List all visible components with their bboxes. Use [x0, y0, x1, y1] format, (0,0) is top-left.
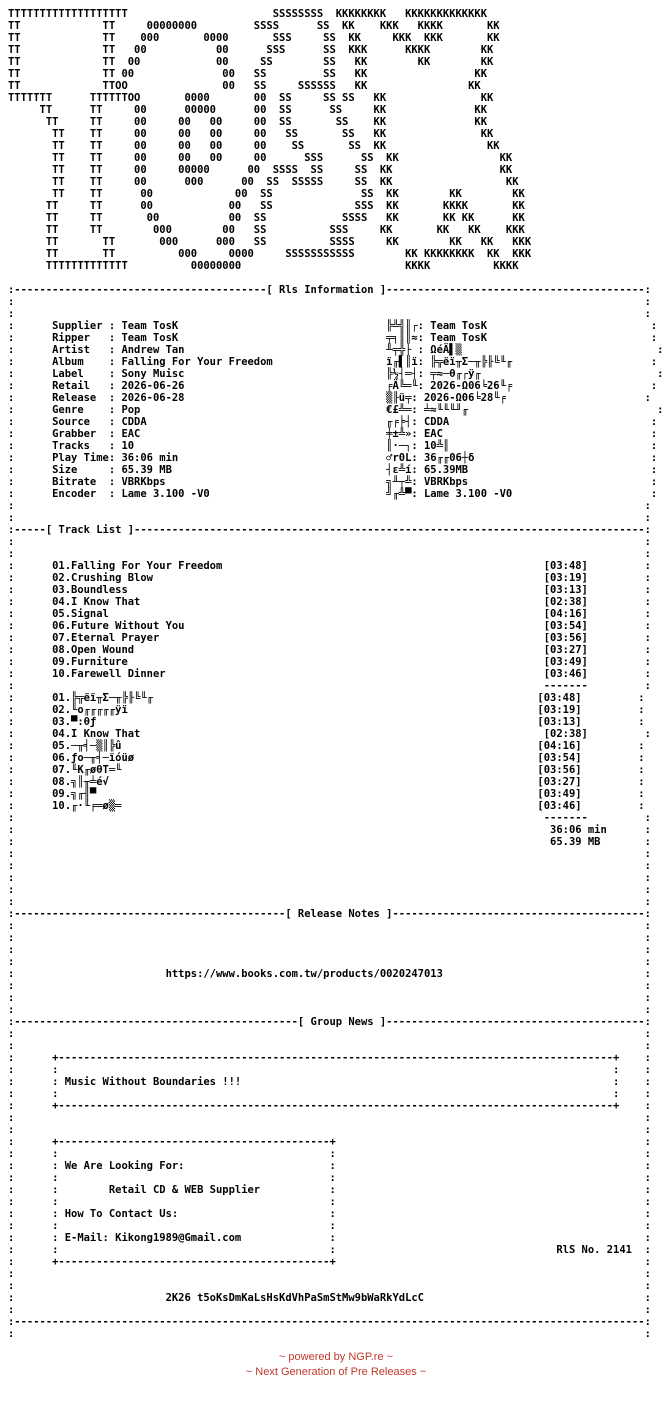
nfo-text-block [8, 8, 663, 1340]
nfo-line: : Supplier : Team TosK ╠╩╣║┌: Team TosK : [8, 320, 658, 332]
nfo-line: TT TT 00 00000 00 SS SS KK KK [8, 104, 488, 116]
nfo-line: TT TT 00 00 SS SSSS KK KK KK KK [8, 212, 525, 224]
nfo-line: :---------------------------------------------[ Group News ]-----------------------------------------: [8, 1016, 651, 1028]
nfo-line: : : E-Mail: Kikong1989@Gmail.com : : [8, 1232, 651, 1244]
nfo-line: : 10.Farewell Dinner [03:46] : [8, 668, 651, 680]
nfo-line: : 10.╓·╙╒═ø▒═ [03:46] : [8, 800, 645, 812]
nfo-line: : : [8, 1004, 651, 1016]
nfo-line: : : : : [8, 1196, 651, 1208]
nfo-line: : 01.╠╦ëï╥Σ─╥╠╟╚╙╓ [03:48] : [8, 692, 645, 704]
nfo-line: TT TT 00000000 SSSS SS KK KKK KKKK KK [8, 20, 500, 32]
nfo-line: : : : : [8, 1088, 651, 1100]
nfo-line: : : [8, 920, 651, 932]
nfo-line: : 07.Eternal Prayer [03:56] : [8, 632, 651, 644]
nfo-line: : Grabber : EAC ╪±╩»: EAC : [8, 428, 658, 440]
nfo-line: : : [8, 884, 651, 896]
footer-tagline: ~ Next Generation of Pre Releases ~ [245, 1366, 427, 1378]
nfo-line: : : [8, 296, 651, 308]
nfo-line: : +----------------------------------------------------------------------------------------+ : [8, 1052, 651, 1064]
nfo-line: : Ripper : Team TosK ╤╕║║≈: Team TosK : [8, 332, 658, 344]
nfo-line: : : [8, 512, 651, 524]
nfo-line: : : [8, 1124, 651, 1136]
nfo-line: : Play Time: 36:06 min ♂r0L: 36╓╓06┼δ : [8, 452, 658, 464]
nfo-line: : Source : CDDA ╓╒╞┤: CDDA : [8, 416, 658, 428]
nfo-line: TT TT 00 00000 00 SSSS SS SS KK KK [8, 164, 513, 176]
nfo-line: : : [8, 1268, 651, 1280]
nfo-line: : : [8, 1328, 651, 1340]
nfo-line: : : [8, 896, 651, 908]
nfo-line: : 02.╙o╓╓╓╓╓ÿï [03:19] : [8, 704, 645, 716]
nfo-line: : : : : [8, 1172, 651, 1184]
footer [0, 1350, 672, 1380]
nfo-line: TT TT 00 00 00 00 SS SS KK KK [8, 140, 500, 152]
nfo-line: TTTTTTT TTTTTTOO 0000 00 SS SS SS KK KK [8, 92, 494, 104]
nfo-line: : 03.▀:θƒ [03:13] : [8, 716, 645, 728]
nfo-line: : : : : [8, 1220, 651, 1232]
nfo-line: : : [8, 956, 651, 968]
nfo-line: TT TTOO 00 SS SSSSSS KK KK [8, 80, 481, 92]
nfo-line: : 06.Future Without You [03:54] : [8, 620, 651, 632]
nfo-line: : 09.Furniture [03:49] : [8, 656, 651, 668]
nfo-line: : : Retail CD & WEB Supplier : : [8, 1184, 651, 1196]
nfo-line: :----------------------------------------[ Rls Information ]-----------------------------------------: [8, 284, 651, 296]
nfo-line: : 09.╗╓╢▀ [03:49] : [8, 788, 645, 800]
nfo-line: : 2K26 t5oKsDmKaLsHsKdVhPaSmStMw9bWaRkYdLcC : [8, 1292, 651, 1304]
nfo-line: TT TT 00 00 SS SSS KK KKKK KK [8, 200, 525, 212]
nfo-line: : Label : Sony Muisc ╠½┤═┤: ╤≈─θ╓┌ÿ╓ : [8, 368, 664, 380]
nfo-line: : : [8, 1280, 651, 1292]
nfo-line: : +-------------------------------------------+ : [8, 1136, 651, 1148]
nfo-line: : 01.Falling For Your Freedom [03:48] : [8, 560, 651, 572]
nfo-line: : : [8, 1112, 651, 1124]
nfo-line: TT TT 00 000 00 SS SSSSS SS KK KK [8, 176, 519, 188]
nfo-line: :----------------------------------------------------------------------------------------------------: [8, 1316, 651, 1328]
nfo-line: : : How To Contact Us: : : [8, 1208, 651, 1220]
nfo-line: TT TT 000 000 SS SSSS KK KK KK KKK [8, 236, 532, 248]
nfo-line: TT TT 000 0000 SSS SS KK KKK KKK KK [8, 32, 500, 44]
nfo-line: : 03.Boundless [03:13] : [8, 584, 651, 596]
nfo-line: TT TT 000 0000 SSSSSSSSSSS KK KKKKKKKK KK KKK [8, 248, 532, 260]
nfo-line: : : [8, 308, 651, 320]
nfo-line: : : : RlS No. 2141 : [8, 1244, 651, 1256]
nfo-line: : Retail : 2026-06-26 ╒Ä╚═╙: 2026-Ω06╘26╙╒ : [8, 380, 658, 392]
nfo-line: : Artist : Andrew Tan ╨╤╬├ : ΩéÄ▌▒ : [8, 344, 664, 356]
nfo-line: TT TT 00 00 SS SS KK KK KK [8, 56, 494, 68]
nfo-line: TT TT 00 00 SS SS KK KK KK [8, 188, 525, 200]
nfo-line: : : [8, 1304, 651, 1316]
nfo-line: : Album : Falling For Your Freedom ï╓▌║ï: ╠╦ëï╥Σ─╥╠╟╚╙╓ : [8, 356, 658, 368]
nfo-line: :-------------------------------------------[ Release Notes ]----------------------------------------: [8, 908, 651, 920]
nfo-line: : : [8, 944, 651, 956]
nfo-line: TT TT 00 00 00 00 SS SS KK KK [8, 116, 488, 128]
nfo-line: TTTTTTTTTTTTT 00000000 KKKK KKKK [8, 260, 519, 272]
nfo-line: : 02.Crushing Blow [03:19] : [8, 572, 651, 584]
nfo-line: TT TT 000 00 SS SSS KK KK KK KKK [8, 224, 525, 236]
nfo-line: : : [8, 536, 651, 548]
nfo-line: : : Music Without Boundaries !!! : : [8, 1076, 651, 1088]
nfo-line: : Size : 65.39 MB ┤ε╩í: 65.39MB : [8, 464, 658, 476]
nfo-line: : : : : [8, 1064, 651, 1076]
nfo-line: : ------- : [8, 812, 651, 824]
nfo-line: : 06.ƒo─╥╡─ïóüø [03:54] : [8, 752, 645, 764]
nfo-line: : 05.Signal [04:16] : [8, 608, 651, 620]
nfo-line: TT TT 00 00 00 00 SSS SS KK KK [8, 152, 513, 164]
nfo-line: TT TT 00 00 SS SS KK KK [8, 68, 488, 80]
nfo-line: : Bitrate : VBRKbps ╗╨┬╩: VBRKbps : [8, 476, 658, 488]
nfo-line: : +-------------------------------------------+ : [8, 1256, 651, 1268]
nfo-line: :-----[ Track List ]---------------------------------------------------------------------------------: [8, 524, 651, 536]
nfo-line: : 36:06 min : [8, 824, 651, 836]
nfo-line: : : : : [8, 1148, 651, 1160]
nfo-line: : Tracks : 10 ║·─┐: 10╩║ : [8, 440, 658, 452]
nfo-line: TT TT 00 00 00 00 SS SS KK KK [8, 128, 494, 140]
nfo-line: : Encoder : Lame 3.100 -V0 ╝╓╩▀: Lame 3.100 -V0 : [8, 488, 658, 500]
nfo-line: : : [8, 1028, 651, 1040]
nfo-line: : 07.╙K╓øθT═╙ [03:56] : [8, 764, 645, 776]
nfo-line: : : [8, 848, 651, 860]
nfo-line: : Genre : Pop €£╩═: ╧≈╙╙╙╜╓ : [8, 404, 664, 416]
nfo-line: : 04.I Know That [02:38] : [8, 728, 651, 740]
nfo-line: : : [8, 992, 651, 1004]
nfo-line: TT TT 00 00 SSS SS KKK KKKK KK [8, 44, 494, 56]
nfo-line: : 08.Open Wound [03:27] : [8, 644, 651, 656]
nfo-line: : ------- : [8, 680, 651, 692]
nfo-line: : : We Are Looking For: : : [8, 1160, 651, 1172]
nfo-line: : : [8, 500, 651, 512]
nfo-line: : : [8, 1040, 651, 1052]
footer-powered-by: ~ powered by NGP.re ~ [278, 1351, 394, 1363]
nfo-line [8, 272, 663, 284]
nfo-line: : : [8, 980, 651, 992]
nfo-line: : +----------------------------------------------------------------------------------------+ : [8, 1100, 651, 1112]
nfo-line: : 05.─╥╡─▒║╠û [04:16] : [8, 740, 645, 752]
nfo-line: : 08.╗║╥╧é√ [03:27] : [8, 776, 645, 788]
nfo-line: : : [8, 872, 651, 884]
nfo-line: : 04.I Know That [02:38] : [8, 596, 651, 608]
nfo-line: : Release : 2026-06-28 ▒╟ü╤: 2026-Ω06╘28╙╒ : [8, 392, 651, 404]
nfo-line: TTTTTTTTTTTTTTTTTTT SSSSSSSS KKKKKKKK KKKKKKKKKKKKK [8, 8, 488, 20]
nfo-line: : 65.39 MB : [8, 836, 651, 848]
nfo-line: : https://www.books.com.tw/products/0020247013 : [8, 968, 651, 980]
nfo-line: : : [8, 932, 651, 944]
nfo-line: : : [8, 860, 651, 872]
nfo-line: : : [8, 548, 651, 560]
